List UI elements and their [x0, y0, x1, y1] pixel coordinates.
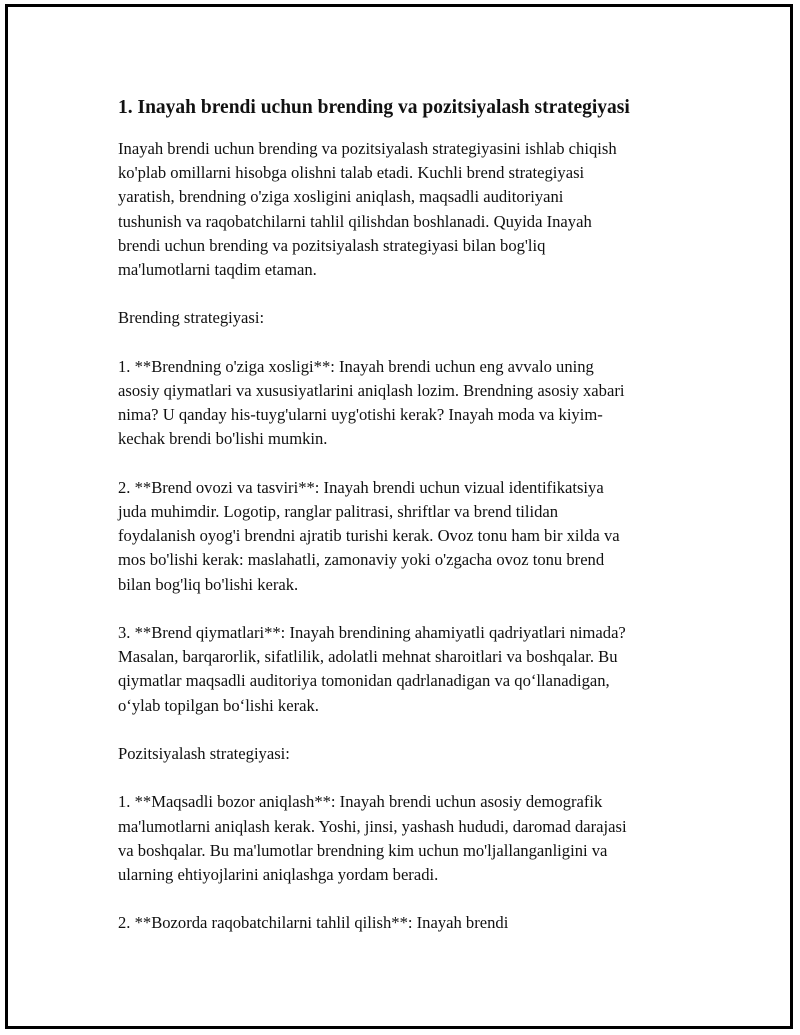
branding-item-3 — [118, 621, 698, 718]
text-line: ma'lumotlarni taqdim etaman. — [118, 260, 317, 280]
text-line: 1. **Brendning o'ziga xosligi**: Inayah brendi uchun eng avvalo uning — [118, 356, 594, 376]
section-heading-positioning — [118, 742, 698, 766]
text-line: nima? U qanday his-tuyg'ularni uyg'otishi kerak? Inayah moda va kiyim- — [118, 405, 603, 425]
text-line: Masalan, barqarorlik, sifatlilik, adolatli mehnat sharoitlari va boshqalar. Bu — [118, 647, 618, 667]
intro-paragraph — [118, 137, 698, 282]
text-line: ma'lumotlarni aniqlash kerak. Yoshi, jinsi, yashash hududi, daromad darajasi — [118, 816, 627, 836]
positioning-item-2 — [118, 911, 698, 935]
positioning-item-1 — [118, 790, 698, 887]
text-line: bilan bog'liq bo'lishi kerak. — [118, 574, 299, 594]
text-line: 1. **Maqsadli bozor aniqlash**: Inayah brendi uchun asosiy demografik — [118, 792, 603, 812]
text-line: foydalanish oyog'i brendni ajratib turishi kerak. Ovoz tonu ham bir xilda va — [118, 526, 620, 546]
document-title: 1. Inayah brendi uchun brending va pozitsiyalash strategiyasi — [118, 97, 630, 118]
document-body — [118, 96, 698, 960]
text-line: tushunish va raqobatchilarni tahlil qilishdan boshlanadi. Quyida Inayah — [118, 211, 592, 231]
text-line: ularning ehtiyojlarini aniqlashga yordam beradi. — [118, 865, 439, 884]
section-heading-branding — [118, 306, 698, 330]
text-line: Pozitsiyalash strategiyasi: — [118, 744, 290, 763]
text-line: 3. **Brend qiymatlari**: Inayah brendining ahamiyatli qadriyatlari nimada? — [118, 623, 626, 642]
text-line: Brending strategiyasi: — [118, 308, 265, 328]
branding-item-2 — [118, 476, 698, 597]
text-line: ko'plab omillarni hisobga olishni talab etadi. Kuchli brend strategiyasi — [118, 163, 585, 183]
branding-item-1 — [118, 355, 698, 452]
text-line: juda muhimdir. Logotip, ranglar palitrasi, shriftlar va brend tilidan — [118, 502, 559, 521]
text-line: kechak brendi bo'lishi mumkin. — [118, 429, 328, 449]
text-line: brendi uchun brending va pozitsiyalash strategiyasi bilan bog'liq — [118, 235, 546, 255]
text-line: 2. **Bozorda raqobatchilarni tahlil qilish**: Inayah brendi — [118, 913, 509, 933]
text-line: va boshqalar. Bu ma'lumotlar brendning kim uchun mo'ljallanganligini va — [118, 840, 608, 860]
text-line: yaratish, brendning o'ziga xosligini aniqlash, maqsadli auditoriyani — [118, 187, 564, 207]
text-line: mos bo'lishi kerak: maslahatli, zamonaviy yoki o'zgacha ovoz tonu brend — [118, 550, 605, 570]
text-line: o‘ylab topilgan bo‘lishi kerak. — [118, 695, 319, 715]
text-line: asosiy qiymatlari va xususiyatlarini aniqlash lozim. Brendning asosiy xabari — [118, 381, 625, 400]
text-line: 2. **Brend ovozi va tasviri**: Inayah brendi uchun vizual identifikatsiya — [118, 477, 604, 497]
text-line: qiymatlar maqsadli auditoriya tomonidan qadrlanadigan va qo‘llanadigan, — [118, 671, 610, 691]
text-line: Inayah brendi uchun brending va pozitsiyalash strategiyasini ishlab chiqish — [118, 139, 617, 158]
